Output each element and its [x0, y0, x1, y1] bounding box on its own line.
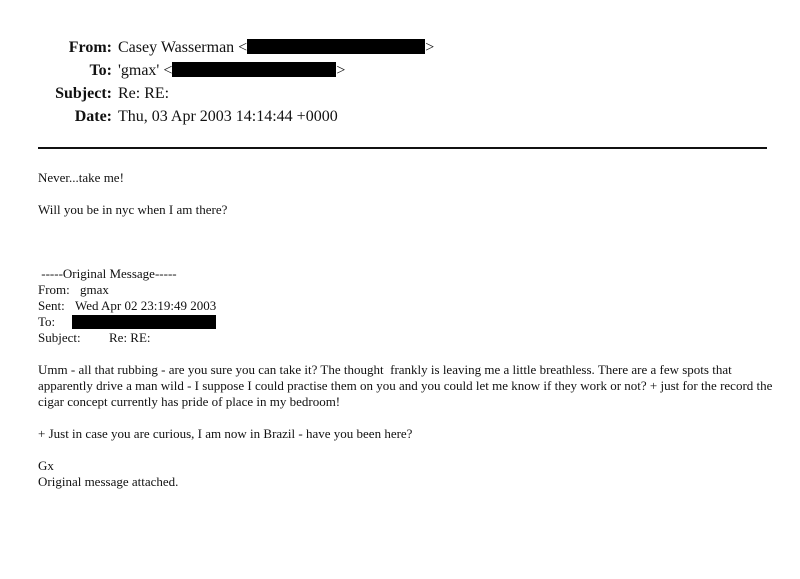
redacted-email-block [247, 39, 425, 54]
from-email-end: > [425, 39, 435, 56]
original-subject-row [38, 330, 773, 346]
original-paragraph: + Just in case you are curious, I am now in Brazil - have you been here? [38, 426, 413, 441]
attachment-note: Original message attached. [38, 474, 179, 489]
redacted-email-block [72, 315, 216, 329]
to-row [0, 59, 800, 82]
original-to-label: To: [38, 314, 56, 329]
reply-line: Never...take me! [38, 170, 124, 185]
subject-value: Re: RE: [118, 85, 170, 102]
original-paragraph: Umm - all that rubbing - are you sure you can take it? The thought frankly is leaving me a little breathless. There are a few spots that apparently drive a man wild - I suppose I could practise them on you and you could let me know if they work or not? + just for the record the cigar concept currently has pride of place in my bedroom! [38, 362, 776, 409]
from-row [0, 36, 800, 59]
from-label: From: [68, 39, 112, 56]
to-label: To: [89, 62, 112, 79]
original-message-separator: -----Original Message----- [38, 266, 177, 281]
original-subject-label: Subject: [38, 330, 81, 345]
date-row [0, 105, 800, 128]
original-from-value: gmax [80, 282, 109, 297]
original-sent-row [38, 298, 773, 314]
header-divider [38, 147, 767, 149]
original-to-row [38, 314, 773, 330]
reply-line: Will you be in nyc when I am there? [38, 202, 228, 217]
to-email-end: > [336, 62, 346, 79]
original-from-row [38, 282, 773, 298]
to-name: 'gmax' < [118, 62, 173, 79]
subject-label: Subject: [55, 85, 112, 102]
signature: Gx [38, 458, 54, 473]
subject-row [0, 82, 800, 105]
date-label: Date: [74, 108, 112, 125]
original-sent-value: Wed Apr 02 23:19:49 2003 [75, 298, 217, 313]
from-name: Casey Wasserman < [118, 39, 248, 56]
email-body [38, 170, 776, 490]
original-from-label: From: [38, 282, 70, 297]
original-subject-value: Re: RE: [109, 330, 151, 345]
original-sent-label: Sent: [38, 298, 65, 313]
email-header [0, 36, 800, 128]
date-value: Thu, 03 Apr 2003 14:14:44 +0000 [118, 108, 338, 125]
redacted-email-block [172, 62, 336, 77]
